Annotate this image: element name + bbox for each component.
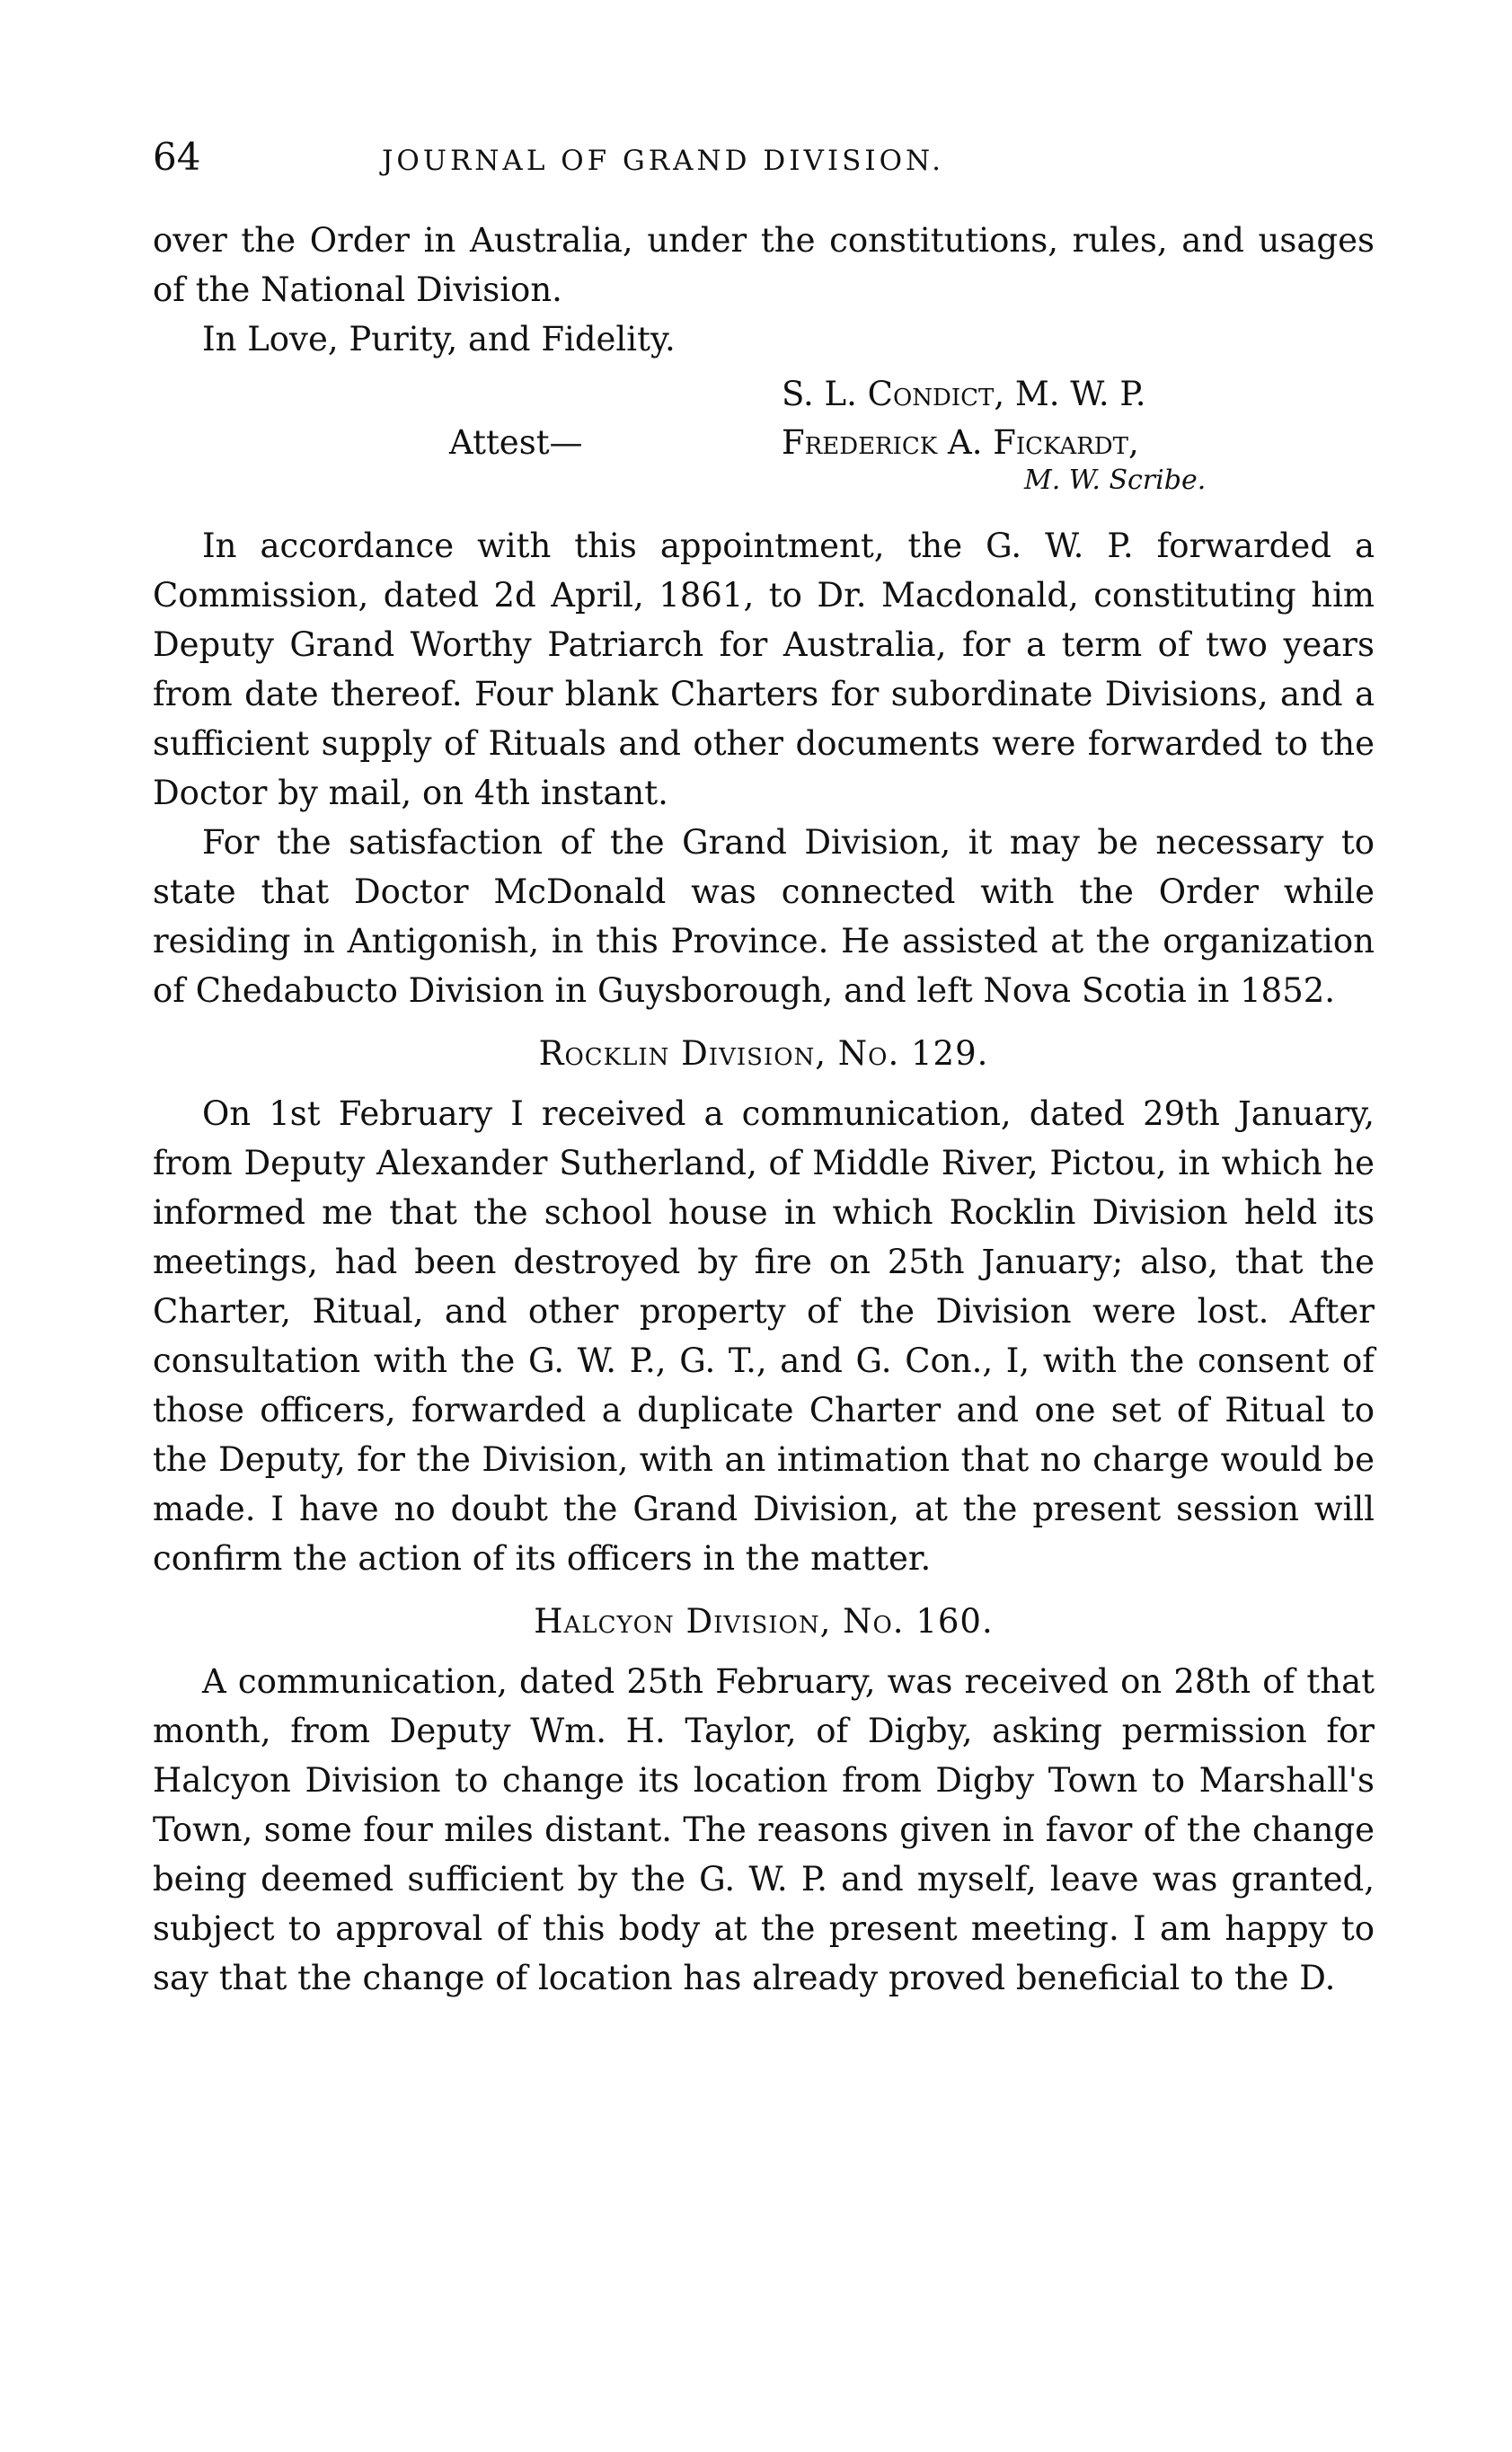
commission-paragraph: In accordance with this appointment, the G. W. P. forwarded a Commission, dated 2d April, 1861, to Dr. Macdonald, constituting him Deputy Grand Worthy Patriarch for Australia, for a term of two years from date thereof. Four blank Charters for subordinate Divisions, and a sufficient supply of Rituals and other documents were forwarded to the Doctor by mail, on 4th instant. — [153, 527, 1375, 812]
signatory-name: S. L. Condict, M. W. P. — [782, 375, 1146, 413]
section-heading-halcyon: Halcyon Division, No. 160. — [534, 1602, 994, 1641]
running-header — [153, 135, 1375, 198]
attest-title: M. W. Scribe. — [1024, 465, 1207, 496]
satisfaction-paragraph: For the satisfaction of the Grand Division, it may be necessary to state that Doctor McDonald was connected with the Order while residing in Antigonish, in this Province. He assisted at the organization of Chedabucto Division in Guysborough, and left Nova Scotia in 1852. — [153, 823, 1375, 1010]
section-paragraph-halcyon: A communication, dated 25th February, was received on 28th of that month, from Deputy Wm. H. Taylor, of Digby, asking permission for Halcyon Division to change its location from Digby Town to Marshall's Town, some four miles distant. The reasons given in favor of the change being deemed sufficient by the G. W. P. and myself, leave was granted, subject to approval of this body at the present meeting. I am happy to say that the change of location has already proved beneficial to the D. — [153, 1662, 1375, 1997]
attest-name: Frederick A. Fickardt, — [782, 423, 1139, 462]
salutation-line: In Love, Purity, and Fidelity. — [202, 320, 676, 359]
section-paragraph-rocklin: On 1st February I received a communication, dated 29th January, from Deputy Alexander Sutherland, of Middle River, Pictou, in which he informed me that the school house in which Rocklin Division held its meetings, had been destroyed by fire on 25th January; also, that the Charter, Ritual, and other property of the Division were lost. After consultation with the G. W. P., G. T., and G. Con., I, with the consent of those officers, forwarded a duplicate Charter and one set of Ritual to the Deputy, for the Division, with an intimation that no charge would be made. I have no doubt the Grand Division, at the present session will confirm the action of its officers in the matter. — [153, 1094, 1375, 1578]
section-heading-rocklin: Rocklin Division, No. 129. — [538, 1034, 989, 1073]
page-number: 64 — [153, 135, 201, 179]
running-title: JOURNAL OF GRAND DIVISION. — [382, 145, 944, 177]
attest-label: Attest— — [449, 423, 583, 462]
opening-paragraph: over the Order in Australia, under the constitutions, rules, and usages of the National Division. — [153, 221, 1375, 309]
signature-block — [153, 364, 1375, 521]
document-page — [153, 135, 1375, 2003]
